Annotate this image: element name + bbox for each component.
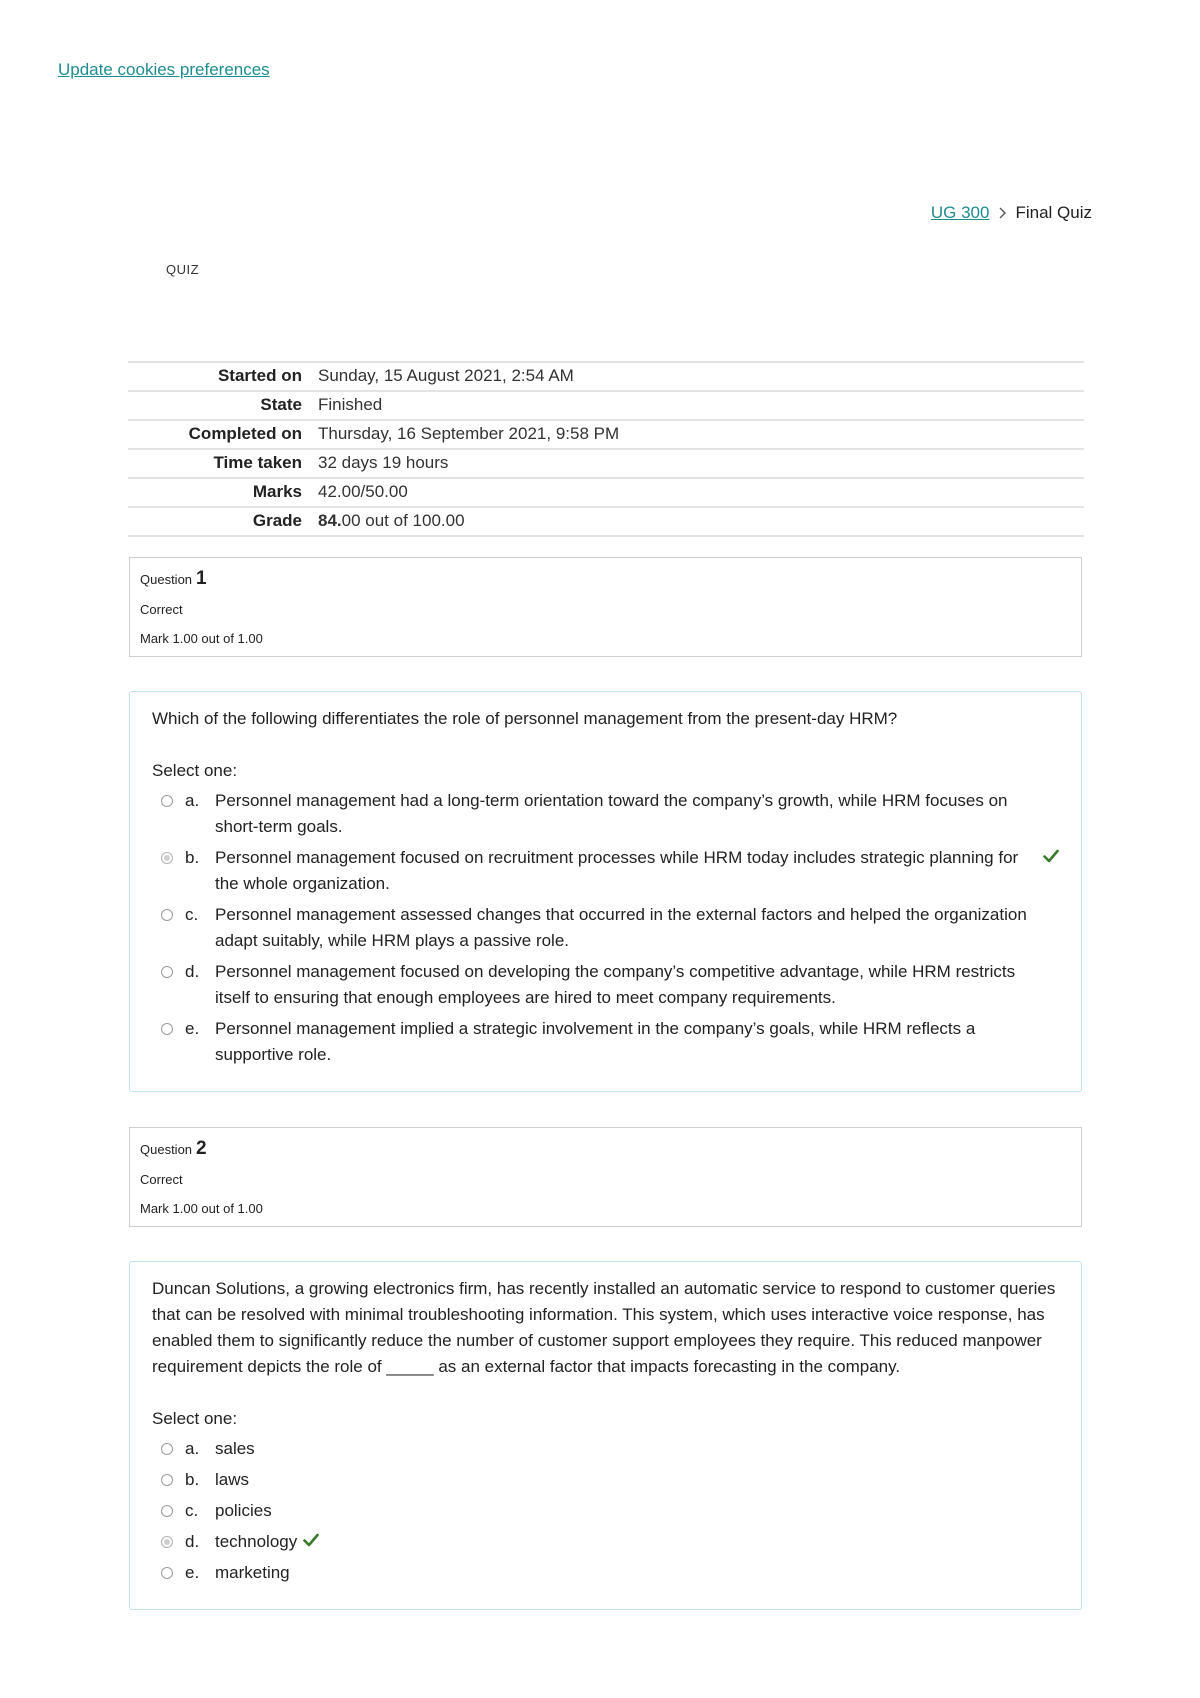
question-word: Question (140, 572, 193, 587)
question-1-content (129, 691, 1082, 1092)
check-icon (1043, 849, 1059, 863)
answer-letter: e. (185, 1563, 200, 1582)
answer-letter: c. (185, 905, 199, 924)
answer-text: Personnel management assessed changes that occurred in the external factors and helped the organization adapt suitably, while HRM plays a passive role. (215, 905, 1027, 950)
summary-label: Marks (252, 482, 302, 501)
answer-text: sales (215, 1439, 255, 1458)
answer-text: Personnel management focused on recruitment processes while HRM today includes strategic planning for the whole organization. (215, 848, 1019, 893)
question-2-info (129, 1127, 1082, 1227)
answer-option-e[interactable] (152, 1016, 1059, 1068)
select-one-prompt: Select one: (152, 761, 238, 780)
question-2-content (129, 1261, 1082, 1610)
answer-option-d[interactable] (152, 959, 1059, 1011)
answer-letter: e. (185, 1019, 200, 1038)
radio-button[interactable] (161, 966, 173, 978)
summary-value: 42.00/50.00 (318, 482, 408, 501)
summary-row-started (128, 362, 1084, 391)
radio-button[interactable] (161, 1505, 173, 1517)
summary-row-marks (128, 478, 1084, 507)
answer-option-e[interactable] (152, 1560, 1059, 1586)
answer-text: technology (215, 1532, 298, 1551)
question-word: Question (140, 1142, 193, 1157)
answer-letter: c. (185, 1501, 199, 1520)
answer-letter: a. (185, 791, 200, 810)
summary-label: State (260, 395, 302, 414)
answer-option-c[interactable] (152, 1498, 1059, 1524)
radio-button[interactable] (161, 795, 173, 807)
answer-letter: b. (185, 848, 200, 867)
answer-letter: d. (185, 962, 200, 981)
chevron-right-icon (997, 207, 1007, 219)
question-state: Correct (140, 602, 183, 617)
attempt-summary-table (128, 361, 1084, 537)
summary-value: Sunday, 15 August 2021, 2:54 AM (318, 366, 574, 385)
radio-button[interactable] (161, 1567, 173, 1579)
answer-text: laws (215, 1470, 250, 1489)
radio-button[interactable] (161, 1474, 173, 1486)
answer-option-b[interactable] (152, 1467, 1059, 1493)
breadcrumb-course-link[interactable]: UG 300 (930, 203, 990, 222)
question-text: Duncan Solutions, a growing electronics firm, has recently installed an automatic service to respond to customer queries that can be resolved with minimal troubleshooting information. This system, which uses interactive voice response, has enabled them to significantly reduce the number of customer support employees they require. This reduced manpower requirement depicts the role of _____ as an external factor that impacts forecasting in the company. (152, 1279, 1056, 1376)
radio-button[interactable] (161, 909, 173, 921)
summary-label: Completed on (188, 424, 302, 443)
grade-value-bold: 84. (318, 511, 342, 530)
answer-text: Personnel management implied a strategic involvement in the company’s goals, while HRM reflects a supportive role. (215, 1019, 976, 1064)
answer-text: policies (215, 1501, 272, 1520)
answer-option-a[interactable] (152, 788, 1059, 840)
answer-text: marketing (215, 1563, 290, 1582)
summary-row-grade (128, 507, 1084, 536)
select-one-prompt: Select one: (152, 1409, 238, 1428)
answer-letter: d. (185, 1532, 200, 1551)
check-icon (303, 1533, 319, 1547)
summary-value: Thursday, 16 September 2021, 9:58 PM (318, 424, 620, 443)
question-number (140, 568, 1071, 590)
summary-value: 32 days 19 hours (318, 453, 449, 472)
question-number-value: 2 (196, 1138, 207, 1159)
question-grade: Mark 1.00 out of 1.00 (140, 631, 263, 646)
page-type-label: QUIZ (166, 262, 200, 277)
breadcrumb-current: Final Quiz (1015, 203, 1092, 222)
summary-row-completed (128, 420, 1084, 449)
summary-label: Time taken (213, 453, 302, 472)
radio-button-selected[interactable] (161, 1536, 173, 1548)
summary-value (318, 507, 1084, 536)
answer-option-d[interactable] (152, 1529, 1059, 1555)
question-number-value: 1 (196, 568, 207, 589)
question-grade: Mark 1.00 out of 1.00 (140, 1201, 263, 1216)
question-number (140, 1138, 1071, 1160)
answer-text: Personnel management had a long-term orientation toward the company’s growth, while HRM focuses on short-term goals. (215, 791, 1008, 836)
answer-letter: a. (185, 1439, 200, 1458)
summary-value: Finished (318, 395, 383, 414)
summary-label: Started on (217, 366, 302, 385)
breadcrumb (931, 203, 1092, 223)
answer-option-c[interactable] (152, 902, 1059, 954)
summary-row-time-taken (128, 449, 1084, 478)
grade-value-rest: 00 out of 100.00 (341, 511, 465, 530)
radio-button-selected[interactable] (161, 852, 173, 864)
answer-text: Personnel management focused on developing the company’s competitive advantage, while HRM restricts itself to ensuring that enough employees are hired to meet company requirements. (215, 962, 1016, 1007)
update-cookies-link[interactable]: Update cookies preferences (58, 60, 270, 79)
summary-row-state (128, 391, 1084, 420)
radio-button[interactable] (161, 1023, 173, 1035)
question-1-info (129, 557, 1082, 657)
answer-option-b[interactable] (152, 845, 1059, 897)
radio-button[interactable] (161, 1443, 173, 1455)
summary-label: Grade (252, 511, 302, 530)
answer-option-a[interactable] (152, 1436, 1059, 1462)
question-text: Which of the following differentiates the role of personnel management from the present-day HRM? (152, 709, 898, 728)
question-state: Correct (140, 1172, 183, 1187)
answer-letter: b. (185, 1470, 200, 1489)
